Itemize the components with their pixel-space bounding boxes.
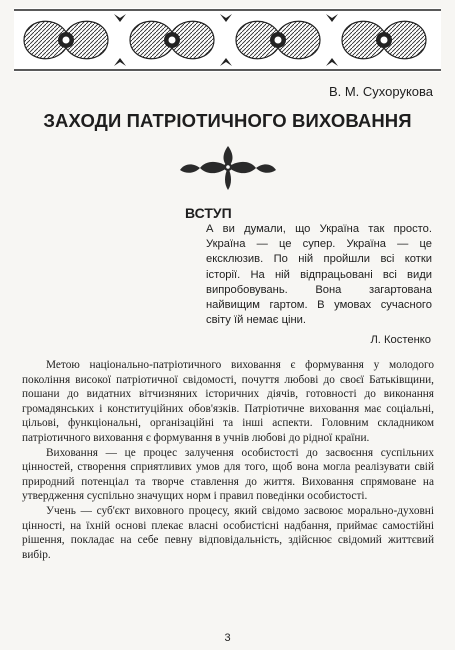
paragraph: Виховання — це процес залучення особистості до засвоєння суспільних цінностей, створення сприятливих умов для того, щоб вона могла реалізувати свій природний потенціал та творче ставлення до життя. Виховання спрямоване на утвердження суспільно значущих норм і правил поведінки особистості. [22, 446, 434, 503]
flower-ornament-icon [178, 140, 278, 194]
body-text [22, 358, 434, 562]
page-title: ЗАХОДИ ПАТРІОТИЧНОГО ВИХОВАННЯ [43, 110, 412, 131]
section-heading: ВСТУП [185, 205, 232, 221]
embroidery-border-ornament-icon [14, 8, 441, 72]
paragraph: Учень — суб'єкт виховного процесу, який свідомо засвоює морально-духовні цінності, на їхній основі плекає власні особистісні надбання, приймає самостійні рішення, покладає на себе певну відповідальність, здійснює свідомий життєвий вибір. [22, 504, 434, 561]
author-name: В. М. Сухорукова [328, 84, 433, 99]
paragraph: Метою національно-патріотичного виховання є формування у молодого покоління високої патріотичної свідомості, почуття любові до своєї Батьківщини, пошани до видатних вітчизняних історичних діячів, готовності до виконання громадянських і конституційних обов'язків. Патріотичне виховання має соціальні, цільові, функціональні, організаційні та інші аспекти. Головним складником патріотичного виховання є формування в учнів любові до рідної країни. [22, 359, 434, 444]
epigraph-author: Л. Костенко [370, 334, 431, 346]
epigraph-text: А ви думали, що Україна так просто. Україна — це супер. Україна — це ексклюзив. По ній пройшли всі котки історії. На ній відпрацьовані всі види випробовувань. Вона загартована найвищим гартом. В умовах сучасного світу їй немає ціни. [206, 223, 432, 327]
page-number: 3 [224, 632, 231, 644]
